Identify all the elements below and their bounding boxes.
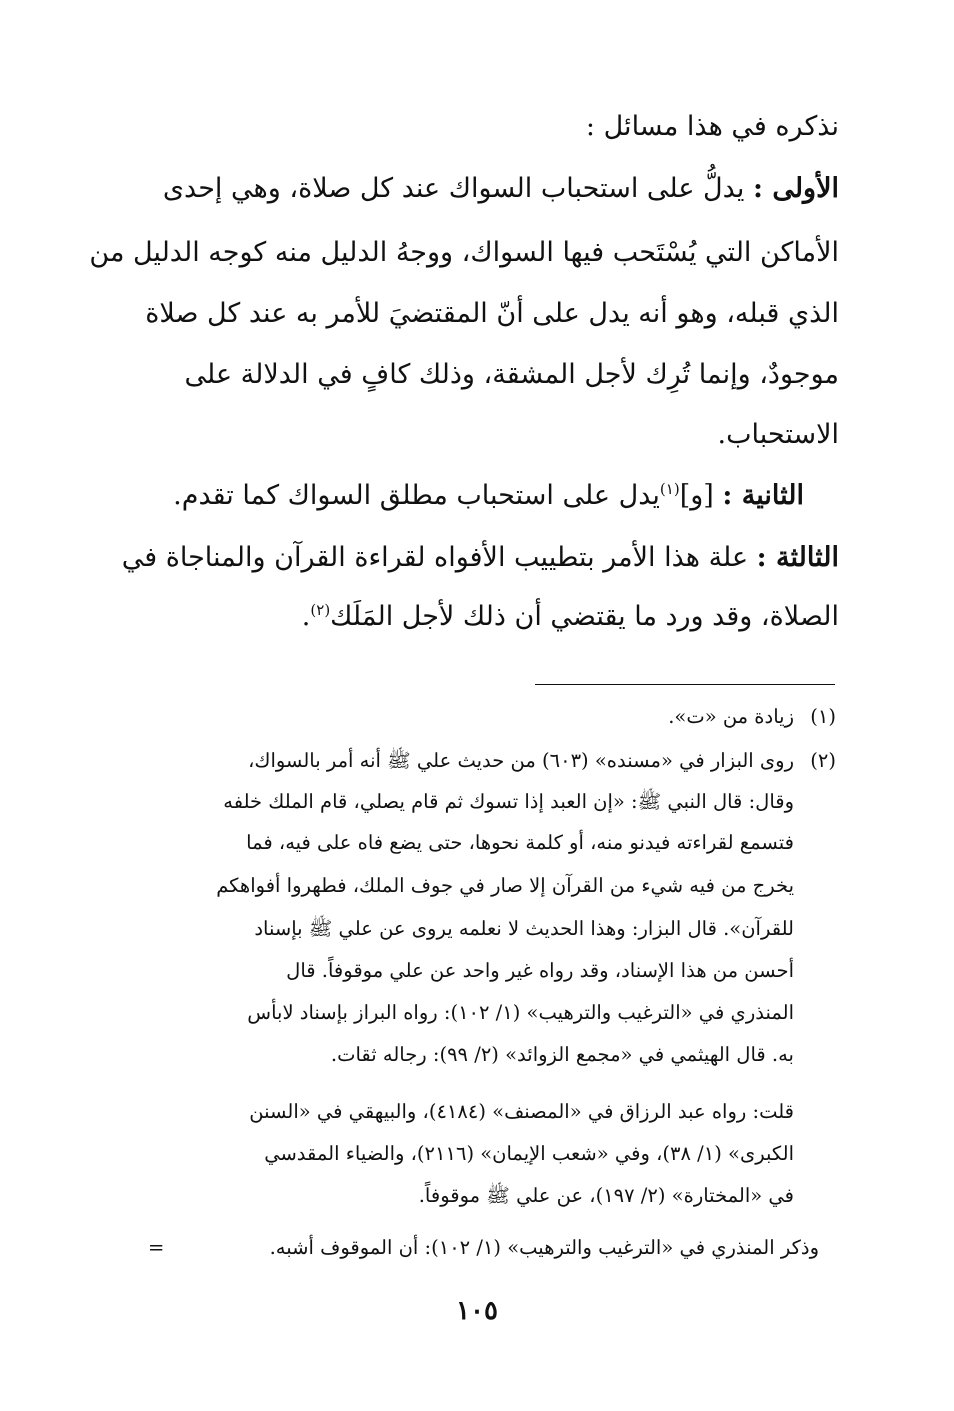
footnote-2-line: وذكر المنذري في «الترغيب والترهيب» (١/ ١٠٢): أن الموقوف أشبه. [269,1236,819,1259]
footnote-ref-2: (٢) [310,601,331,619]
page-number: ١٠٥ [456,1296,498,1326]
main-line-text: الاستحباب. [717,419,839,450]
main-line-3 [89,236,839,270]
main-line-text: الذي قبله، وهو أنه يدل على أنّ المقتضيَ للأمر به عند كل صلاة [145,298,839,329]
main-line-1 [117,110,839,144]
main-line-second [114,479,804,513]
main-line-third-2 [117,600,839,634]
main-line-text: . [301,601,311,632]
footnote-ref-1: (١) [659,480,680,498]
footnote-2-line: روى البزار في «مسنده» (٦٠٣) من حديث علي ﷺ أنه أمر بالسواك، [248,749,794,772]
footnote-2-line: فتسمع لقراءته فيدنو منه، أو كلمة نحوها، حتى يضع فاه على فيه، فما [246,831,794,854]
main-line-text: يدلُّ على استحباب السواك عند كل صلاة، وهي إحدى [162,173,753,204]
heading-first: الأولى : [752,173,839,204]
main-line-third [117,541,839,575]
main-line-4 [117,297,839,331]
footnote-1-marker: (١) [810,705,836,728]
footnote-2-marker: (٢) [810,749,836,772]
footnote-2-line: في «المختارة» (٢/ ١٩٧)، عن علي ﷺ موقوفاً. [418,1184,794,1207]
main-line-6 [117,418,839,452]
footnote-2-line: به. قال الهيثمي في «مجمع الزوائد» (٢/ ٩٩): رجاله ثقات. [330,1043,794,1066]
footnote-2-line: قلت: رواه عبد الرزاق في «المصنف» (٤١٨٤)، والبيهقي في «السنن [249,1100,794,1123]
main-line-text: [و] [679,480,723,511]
footnote-2-line: للقرآن». قال البزار: وهذا الحديث لا نعلمه يروى عن علي ﷺ بإسناد [254,917,794,940]
heading-second: الثانية : [722,480,804,511]
footnote-2-line: أحسن من هذا الإسناد، وقد رواه غير واحد عن علي موقوفاً. قال [286,959,794,982]
footnote-2-line: وقال: قال النبي ﷺ: «إن العبد إذا تسوك ثم قام يصلي، قام الملك خلفه [223,790,794,813]
main-line-text: علة هذا الأمر بتطييب الأفواه لقراءة القرآن والمناجاة في [121,542,757,573]
main-line-text: نذكره في هذا مسائل : [585,111,839,142]
main-line-text: يدل على استحباب مطلق السواك كما تقدم. [173,480,660,511]
main-line-text: موجودٌ، وإنما تُرِك لأجل المشقة، وذلك كافٍ في الدلالة على [184,359,839,390]
continuation-mark: = [148,1236,165,1259]
footnote-1-text: زيادة من «ت». [668,705,794,728]
footnote-separator [535,684,835,685]
main-line-text: الصلاة، وقد ورد ما يقتضي أن ذلك لأجل المَلَك [330,601,839,632]
footnote-2-line: يخرج من فيه شيء من القرآن إلا صار في جوف الملك، فطهروا أفواهكم [216,874,794,897]
main-line-2 [117,172,839,206]
heading-third: الثالثة : [756,542,839,573]
footnote-2-line: المنذري في «الترغيب والترهيب» (١/ ١٠٢): رواه البراز بإسناد لابأس [247,1001,794,1024]
main-line-5 [117,358,839,392]
main-line-text: الأماكن التي يُسْتَحب فيها السواك، ووجهُ الدليل منه كوجه الدليل من [89,237,839,268]
footnote-2-line: الكبرى» (١/ ٣٨)، وفي «شعب الإيمان» (٢١١٦)، والضياء المقدسي [264,1142,794,1165]
